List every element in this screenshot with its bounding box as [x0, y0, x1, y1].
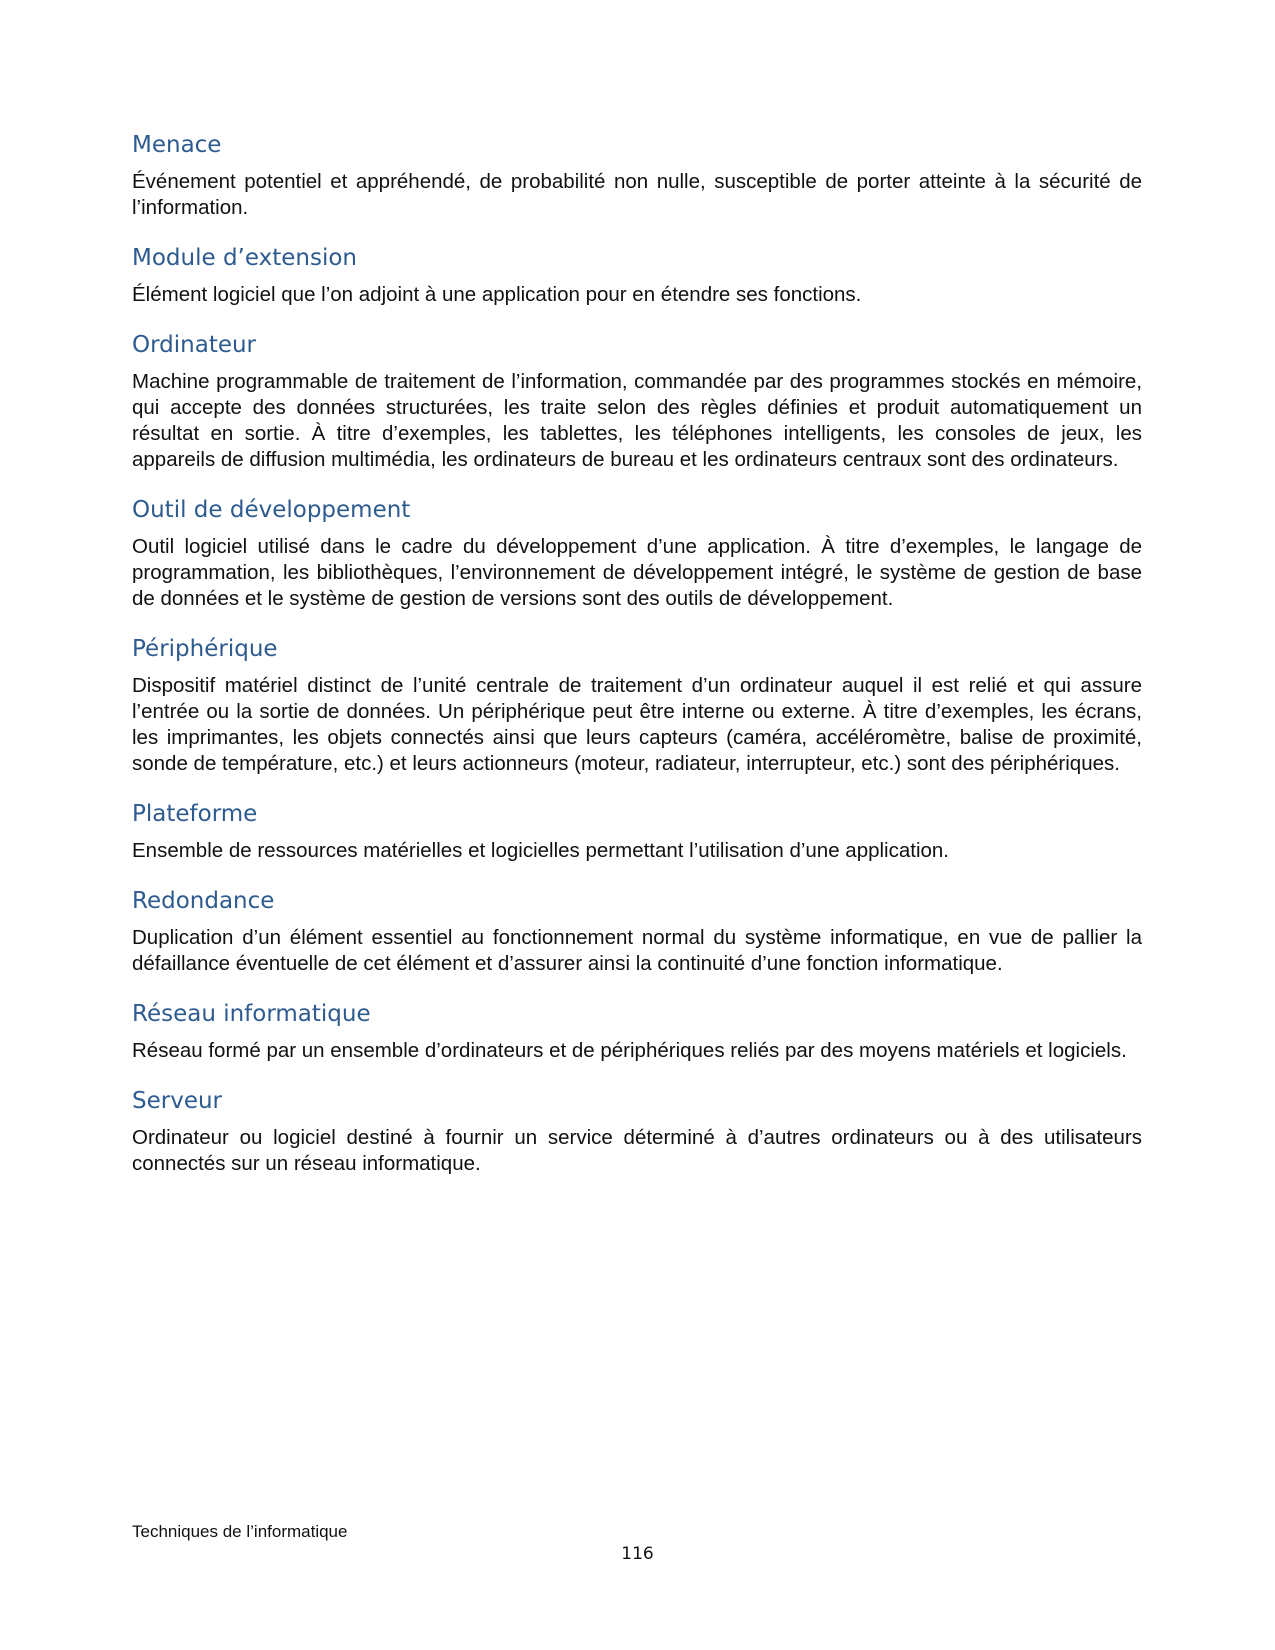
- glossary-definition: Élément logiciel que l’on adjoint à une application pour en étendre ses fonctions.: [132, 283, 862, 306]
- glossary-definition: Réseau formé par un ensemble d’ordinateurs et de périphériques reliés par des moyens matériels et logiciels.: [132, 1039, 1127, 1062]
- glossary-term: Ordinateur: [132, 332, 257, 358]
- glossary-content: [132, 130, 1142, 1199]
- glossary-term: Serveur: [132, 1088, 223, 1114]
- glossary-term: Module d’extension: [132, 245, 357, 271]
- glossary-entry-module-extension: [132, 243, 1142, 308]
- glossary-definition: Événement potentiel et appréhendé, de probabilité non nulle, susceptible de porter atteinte à la sécurité de l’information.: [132, 170, 1142, 219]
- glossary-entry-plateforme: [132, 799, 1142, 864]
- glossary-entry-outil-developpement: [132, 495, 1142, 612]
- glossary-entry-reseau-informatique: [132, 999, 1142, 1064]
- footer-title: Techniques de l’informatique: [132, 1522, 348, 1541]
- glossary-term: Redondance: [132, 888, 275, 914]
- glossary-definition: Outil logiciel utilisé dans le cadre du développement d’une application. À titre d’exemples, le langage de programmation, les bibliothèques, l’environnement de développement intégré, le système de gestion de base de données et le système de gestion de versions sont des outils de développement.: [132, 535, 1142, 610]
- glossary-entry-menace: [132, 130, 1142, 221]
- glossary-definition: Duplication d’un élément essentiel au fonctionnement normal du système informatique, en vue de pallier la défaillance éventuelle de cet élément et d’assurer ainsi la continuité d’une fonction informatique.: [132, 926, 1142, 975]
- glossary-definition: Ensemble de ressources matérielles et logicielles permettant l’utilisation d’une application.: [132, 839, 950, 862]
- glossary-term: Outil de développement: [132, 497, 411, 523]
- glossary-term: Réseau informatique: [132, 1001, 371, 1027]
- glossary-term: Plateforme: [132, 801, 258, 827]
- glossary-entry-ordinateur: [132, 330, 1142, 473]
- glossary-definition: Dispositif matériel distinct de l’unité centrale de traitement d’un ordinateur auquel il est relié et qui assure l’entrée ou la sortie de données. Un périphérique peut être interne ou externe. À titre d’exemples, les écrans, les imprimantes, les objets connectés ainsi que leurs capteurs (caméra, accéléromètre, balise de proximité, sonde de température, etc.) et leurs actionneurs (moteur, radiateur, interrupteur, etc.) sont des périphériques.: [132, 674, 1142, 775]
- glossary-term: Périphérique: [132, 636, 278, 662]
- glossary-term: Menace: [132, 132, 222, 158]
- glossary-definition: Machine programmable de traitement de l’information, commandée par des programmes stockés en mémoire, qui accepte des données structurées, les traite selon des règles définies et produit automatiquement un résultat en sortie. À titre d’exemples, les tablettes, les téléphones intelligents, les consoles de jeux, les appareils de diffusion multimédia, les ordinateurs de bureau et les ordinateurs centraux sont des ordinateurs.: [132, 370, 1142, 471]
- page-number: 116: [621, 1544, 654, 1564]
- glossary-definition: Ordinateur ou logiciel destiné à fournir un service déterminé à d’autres ordinateurs ou à des utilisateurs connectés sur un réseau informatique.: [132, 1126, 1142, 1175]
- glossary-entry-redondance: [132, 886, 1142, 977]
- glossary-entry-serveur: [132, 1086, 1142, 1177]
- glossary-entry-peripherique: [132, 634, 1142, 777]
